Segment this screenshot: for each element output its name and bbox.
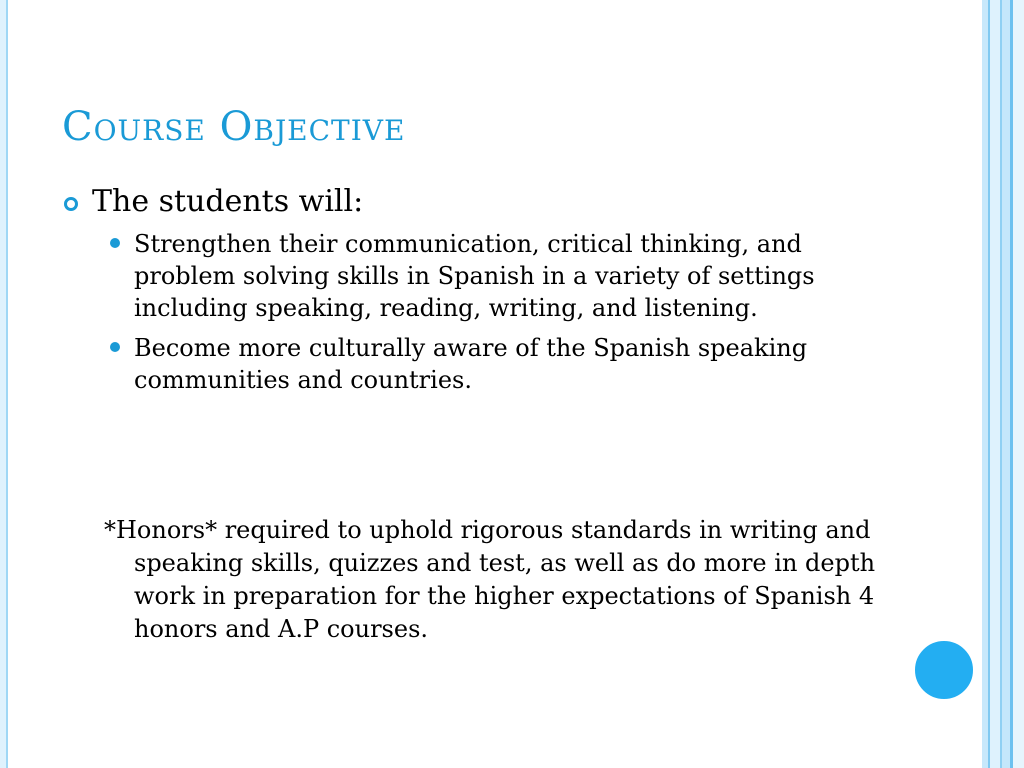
decorative-circle [913, 639, 975, 701]
band-stripe [990, 0, 1000, 768]
ring-bullet-icon [64, 197, 78, 211]
level1-text: The students will: [92, 184, 364, 219]
bullet-item [62, 228, 882, 324]
slide-title: Course Objective [62, 104, 406, 150]
bullet-text: Strengthen their communication, critical thinking, and problem solving skills in Spanish in a variety of settings including speaking, reading, writing, and listening. [134, 230, 815, 322]
right-decorative-band [976, 0, 1024, 768]
bullet-text: Become more culturally aware of the Spanish speaking communities and countries. [134, 334, 808, 394]
left-frame-line [6, 0, 8, 768]
bullet-item [62, 332, 882, 396]
honors-note: *Honors* required to uphold rigorous standards in writing and speaking skills, quizzes and test, as well as do more in depth work in preparation for the higher expectations of Spanish 4 honors and A.P courses. [104, 516, 876, 643]
slide-body [62, 180, 882, 396]
band-stripe [1013, 0, 1024, 768]
band-stripe [1002, 0, 1010, 768]
level1-item [62, 180, 882, 224]
dot-bullet-icon [110, 238, 120, 248]
dot-bullet-icon [110, 342, 120, 352]
